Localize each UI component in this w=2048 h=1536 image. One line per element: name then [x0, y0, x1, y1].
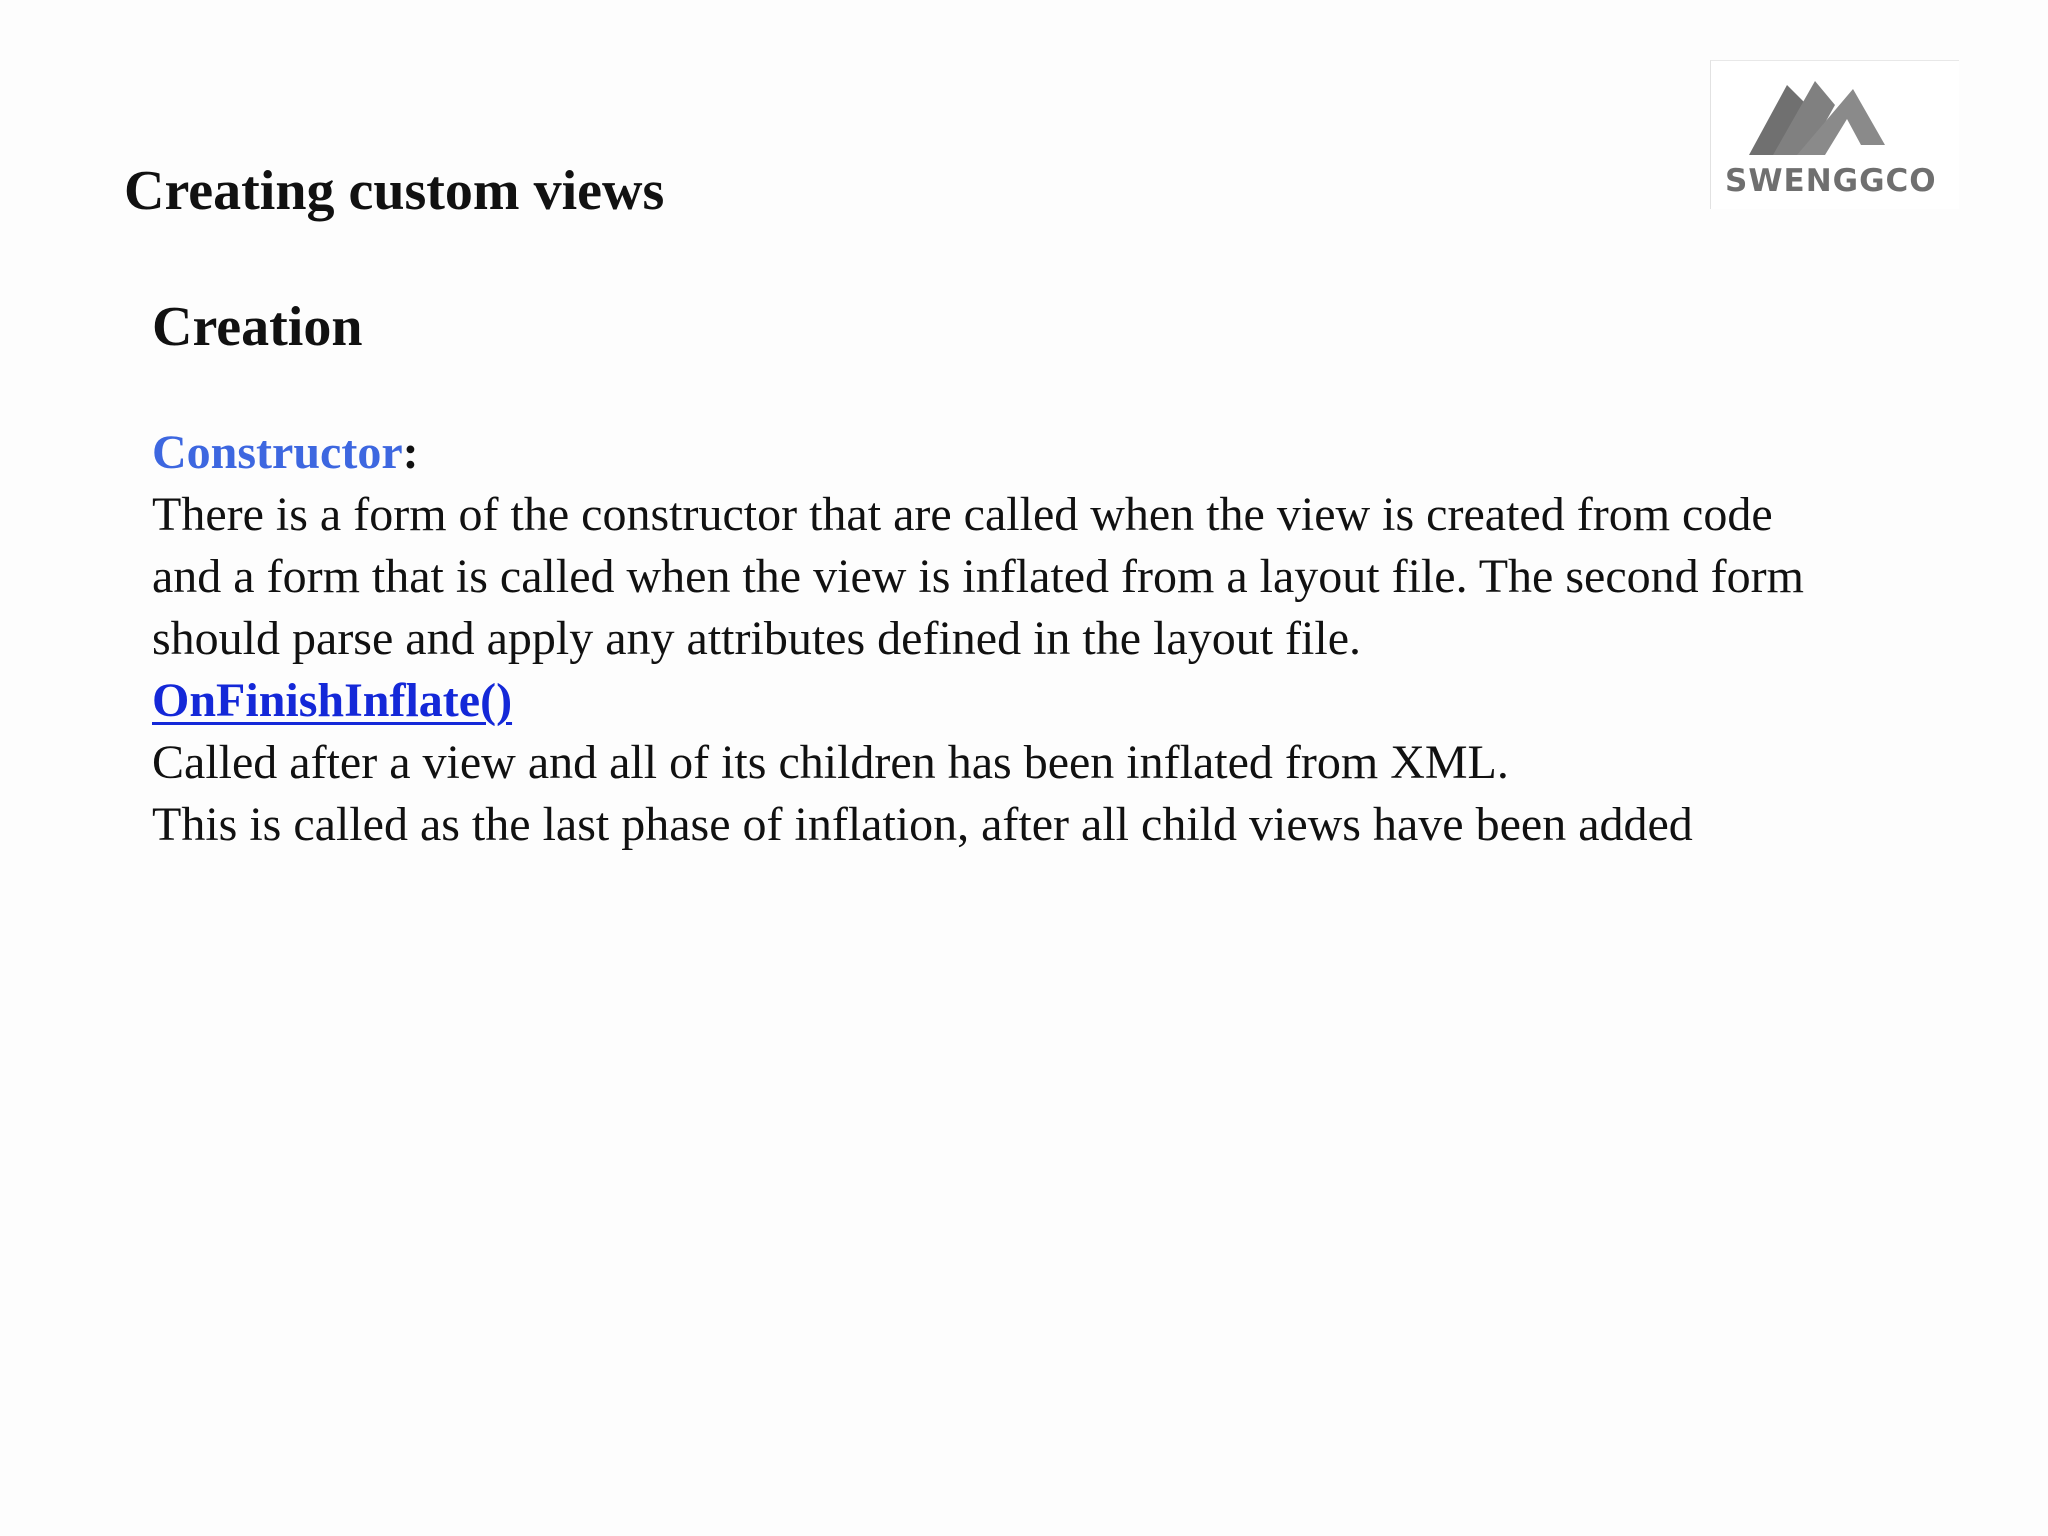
swenggco-logo [1710, 60, 1959, 209]
onfinishinflate-text-line-2: This is called as the last phase of inflation, after all child views have been added [152, 798, 1693, 851]
logo-text: SWENGGCO [1725, 163, 1937, 199]
constructor-text-line-1: There is a form of the constructor that are called when the view is created from code [152, 488, 1773, 541]
slide-body [152, 422, 1952, 856]
onfinishinflate-term-line [152, 670, 1952, 732]
constructor-term: Constructor [152, 426, 403, 479]
constructor-text-line-2: and a form that is called when the view is inflated from a layout file. The second form [152, 550, 1804, 603]
onfinishinflate-link[interactable]: OnFinishInflate() [152, 674, 513, 727]
constructor-term-line [152, 422, 1952, 484]
slide-title: Creating custom views [124, 160, 665, 222]
mountain-icon [1711, 61, 1959, 171]
section-heading: Creation [152, 296, 363, 358]
constructor-text-line-3: should parse and apply any attributes defined in the layout file. [152, 612, 1361, 665]
onfinishinflate-text-line-1: Called after a view and all of its children has been inflated from XML. [152, 736, 1509, 789]
constructor-colon: : [402, 426, 419, 479]
